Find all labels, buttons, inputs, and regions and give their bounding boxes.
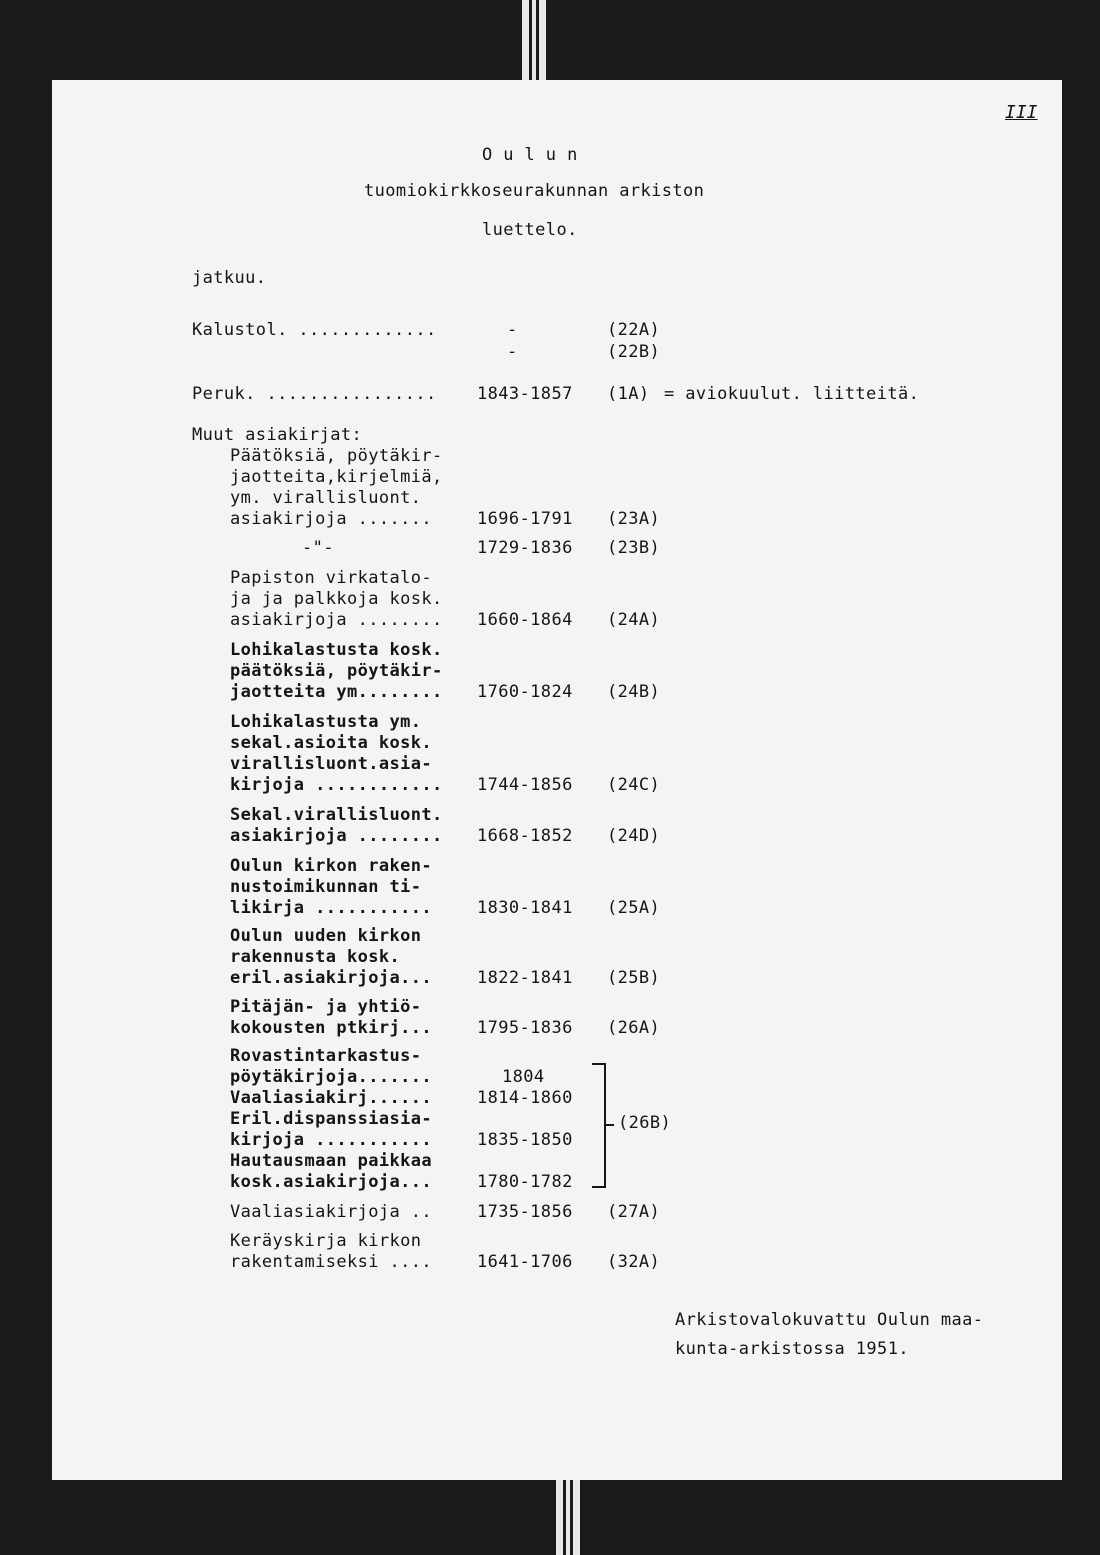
entry-23a-code: (23A) — [607, 509, 661, 529]
entry-24c-years: 1744-1856 — [477, 775, 573, 795]
entry-26a-line-1: Pitäjän- ja yhtiö- — [230, 997, 422, 1017]
heading-line-1: O u l u n — [482, 145, 578, 165]
entry-25b-years: 1822-1841 — [477, 968, 573, 988]
peruk-years: 1843-1857 — [477, 384, 573, 404]
entry-27a-line-1: Vaaliasiakirjoja .. — [230, 1202, 433, 1222]
entry-25a-line-1: Oulun kirkon raken- — [230, 856, 433, 876]
entry-32a-line-1: Keräyskirja kirkon — [230, 1231, 422, 1251]
entry-24d-code: (24D) — [607, 826, 661, 846]
heading-line-2: tuomiokirkkoseurakunnan arkiston — [364, 181, 705, 201]
page-number: III — [1005, 102, 1038, 123]
group-26b-line-6: Hautausmaan paikkaa — [230, 1151, 433, 1171]
film-strip-top — [522, 0, 546, 80]
group-26b-years-1: 1804 — [502, 1067, 545, 1087]
entry-24c-line-3: virallisluont.asia- — [230, 754, 433, 774]
entry-24c-line-1: Lohikalastusta ym. — [230, 712, 422, 732]
entry-32a-code: (32A) — [607, 1252, 661, 1272]
entry-32a-line-2: rakentamiseksi .... — [230, 1252, 433, 1272]
peruk-code: (1A) — [607, 384, 650, 404]
group-26b-line-1: Rovastintarkastus- — [230, 1046, 422, 1066]
group-26b-line-4: Eril.dispanssiasia- — [230, 1109, 433, 1129]
entry-23a-line-1: Päätöksiä, pöytäkir- — [230, 446, 443, 466]
entry-25a-line-2: nustoimikunnan ti- — [230, 877, 422, 897]
kalustol-label: Kalustol. ............. — [192, 320, 437, 340]
footer-line-2: kunta-arkistossa 1951. — [675, 1339, 909, 1359]
entry-23a-years: 1696-1791 — [477, 509, 573, 529]
entry-25a-years: 1830-1841 — [477, 898, 573, 918]
entry-24b-line-3: jaotteita ym........ — [230, 682, 443, 702]
group-26b-years-2: 1814-1860 — [477, 1088, 573, 1108]
entry-24b-line-1: Lohikalastusta kosk. — [230, 640, 443, 660]
muut-heading: Muut asiakirjat: — [192, 425, 363, 445]
entry-24c-line-4: kirjoja ............ — [230, 775, 443, 795]
entry-24b-line-2: päätöksiä, pöytäkir- — [230, 661, 443, 681]
group-26b-line-3: Vaaliasiakirj...... — [230, 1088, 433, 1108]
group-26b-code: (26B) — [618, 1113, 672, 1133]
peruk-label: Peruk. ................ — [192, 384, 437, 404]
entry-26a-code: (26A) — [607, 1018, 661, 1038]
entry-23a-line-3: ym. virallisluont. — [230, 488, 422, 508]
entry-24a-years: 1660-1864 — [477, 610, 573, 630]
entry-24a-line-2: ja ja palkkoja kosk. — [230, 589, 443, 609]
entry-23b-years: 1729-1836 — [477, 538, 573, 558]
entry-24a-code: (24A) — [607, 610, 661, 630]
group-26b-years-4: 1780-1782 — [477, 1172, 573, 1192]
entry-25a-line-3: likirja ........... — [230, 898, 433, 918]
group-26b-line-5: kirjoja ........... — [230, 1130, 433, 1150]
entry-24a-line-3: asiakirjoja ........ — [230, 610, 443, 630]
entry-32a-years: 1641-1706 — [477, 1252, 573, 1272]
kalustol-years-2: - — [507, 342, 518, 362]
film-strip-bottom — [556, 1478, 580, 1555]
entry-24d-years: 1668-1852 — [477, 826, 573, 846]
document-page — [52, 80, 1062, 1480]
continued-label: jatkuu. — [192, 268, 267, 288]
heading-line-3: luettelo. — [482, 220, 578, 240]
footer-line-1: Arkistovalokuvattu Oulun maa- — [675, 1310, 984, 1330]
entry-26a-line-2: kokousten ptkirj... — [230, 1018, 433, 1038]
entry-25b-line-1: Oulun uuden kirkon — [230, 926, 422, 946]
entry-24d-line-2: asiakirjoja ........ — [230, 826, 443, 846]
entry-24a-line-1: Papiston virkatalo- — [230, 568, 433, 588]
entry-23a-line-2: jaotteita,kirjelmiä, — [230, 467, 443, 487]
entry-25b-line-3: eril.asiakirjoja... — [230, 968, 433, 988]
kalustol-code-1: (22A) — [607, 320, 661, 340]
entry-24c-code: (24C) — [607, 775, 661, 795]
entry-25b-line-2: rakennusta kosk. — [230, 947, 401, 967]
entry-24d-line-1: Sekal.virallisluont. — [230, 805, 443, 825]
group-26b-bracket — [592, 1063, 606, 1188]
group-26b-line-7: kosk.asiakirjoja... — [230, 1172, 433, 1192]
peruk-note: = aviokuulut. liitteitä. — [664, 384, 920, 404]
group-26b-line-2: pöytäkirjoja....... — [230, 1067, 433, 1087]
entry-23b-line-1: -"- — [302, 538, 334, 558]
entry-25a-code: (25A) — [607, 898, 661, 918]
entry-24c-line-2: sekal.asioita kosk. — [230, 733, 433, 753]
group-26b-bracket-tick — [606, 1124, 614, 1126]
entry-27a-years: 1735-1856 — [477, 1202, 573, 1222]
entry-24b-code: (24B) — [607, 682, 661, 702]
kalustol-code-2: (22B) — [607, 342, 661, 362]
group-26b-years-3: 1835-1850 — [477, 1130, 573, 1150]
entry-24b-years: 1760-1824 — [477, 682, 573, 702]
kalustol-years-1: - — [507, 320, 518, 340]
entry-26a-years: 1795-1836 — [477, 1018, 573, 1038]
entry-25b-code: (25B) — [607, 968, 661, 988]
entry-23b-code: (23B) — [607, 538, 661, 558]
entry-23a-line-4: asiakirjoja ....... — [230, 509, 433, 529]
entry-27a-code: (27A) — [607, 1202, 661, 1222]
